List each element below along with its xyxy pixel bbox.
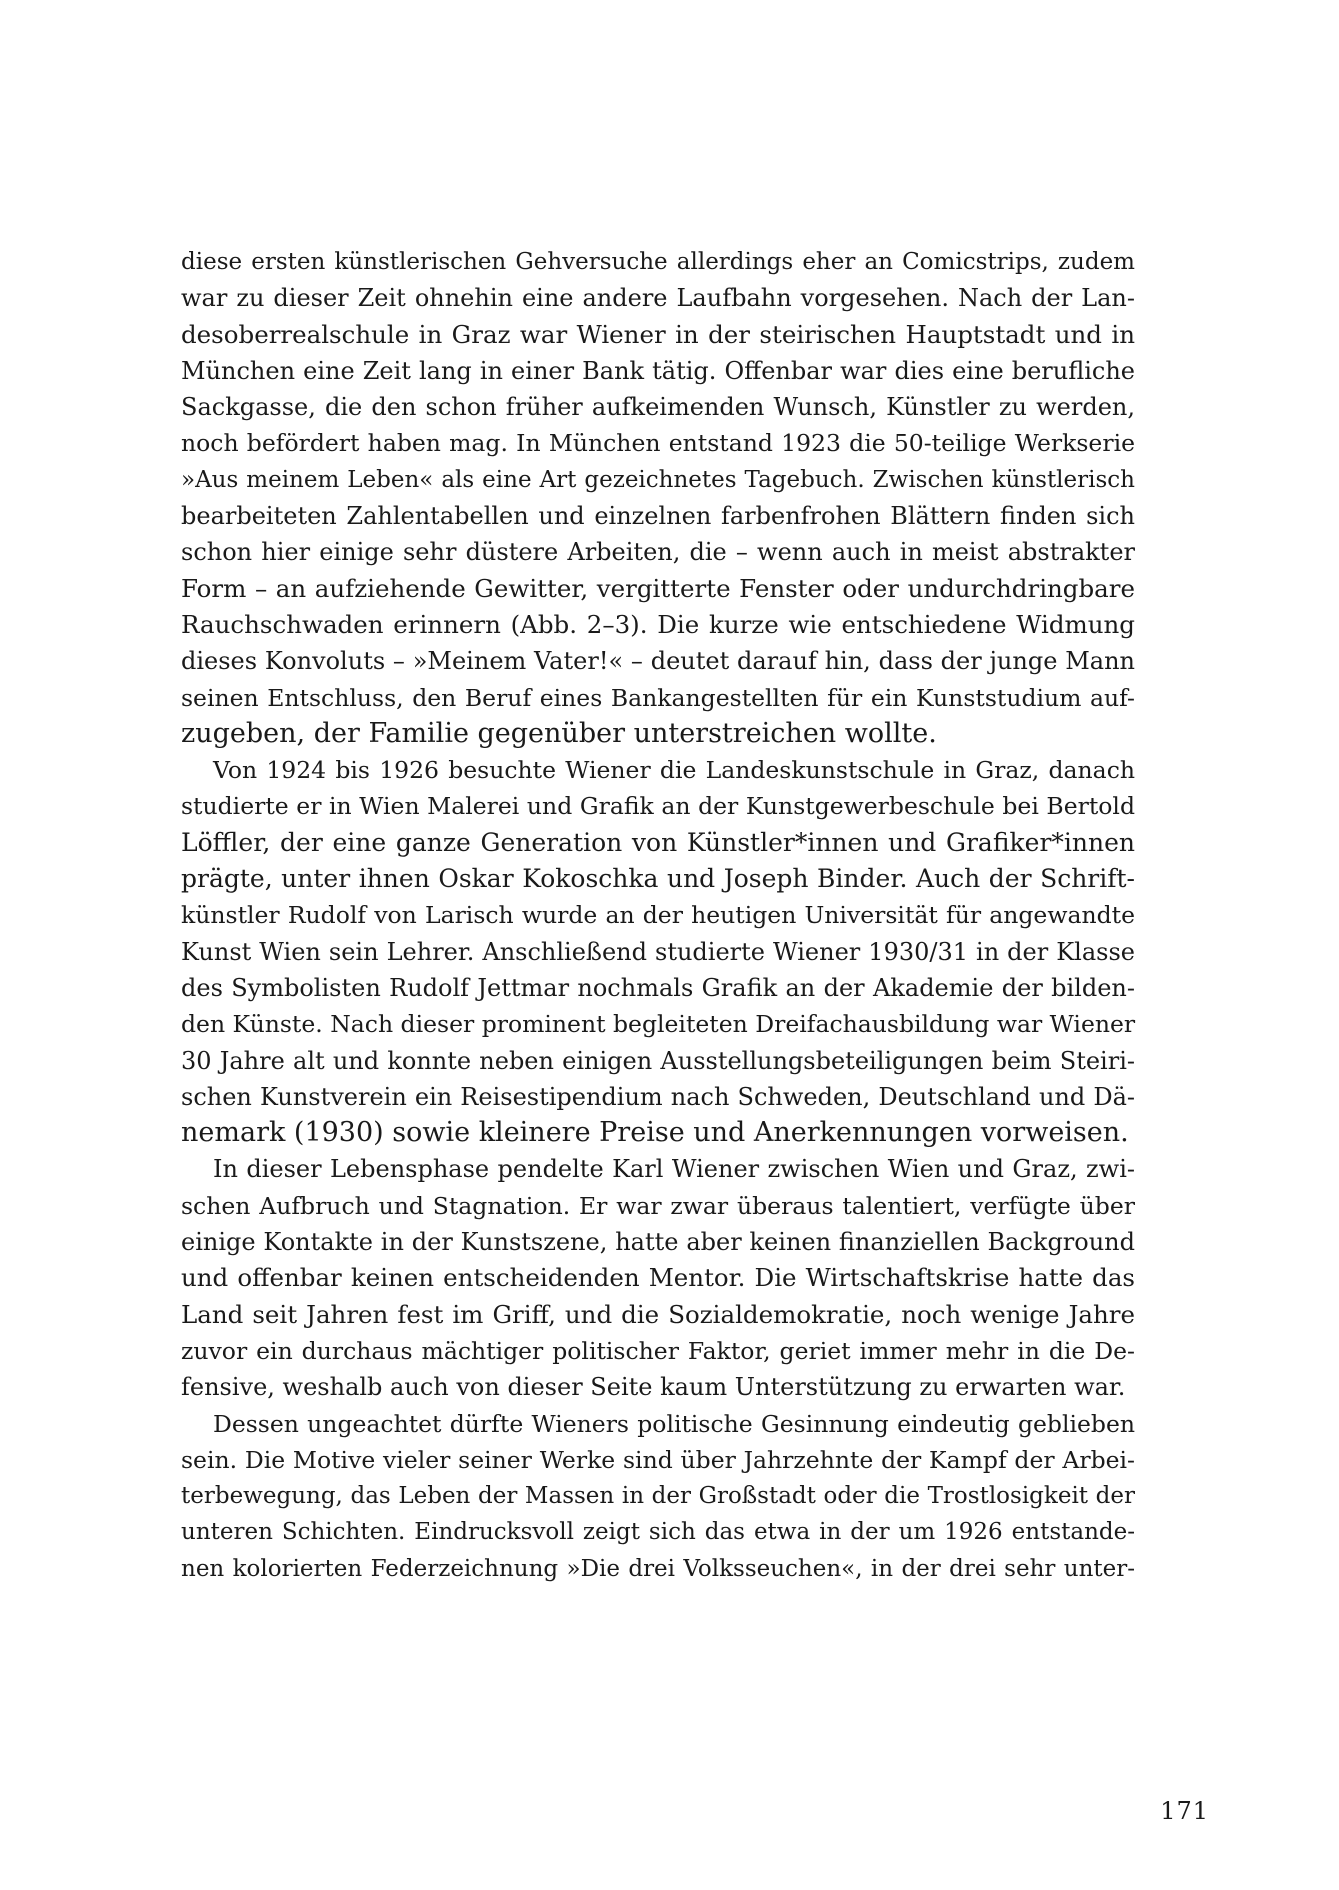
text-line: diese ersten künstlerischen Gehversuche allerdings eher an Comicstrips, zudem	[181, 249, 1135, 275]
text-line: schen Aufbruch und Stagnation. Er war zwar überaus talentiert, verfügte über	[181, 1191, 1135, 1220]
text-line: unteren Schichten. Eindrucksvoll zeigt sich das etwa in der um 1926 entstande-	[181, 1519, 1135, 1546]
text-line: künstler Rudolf von Larisch wurde an der heutigen Universität für angewandte	[181, 901, 1135, 930]
text-line: Form – an aufziehende Gewitter, vergitterte Fenster oder undurchdringbare	[181, 573, 1135, 603]
text-line: schen Kunstverein ein Reisestipendium nach Schweden, Deutschland und Dä-	[181, 1082, 1135, 1111]
text-line: dieses Konvoluts – »Meinem Vater!« – deutet darauf hin, dass der junge Mann	[181, 647, 1135, 676]
text-line: 30 Jahre alt und konnte neben einigen Ausstellungsbeteiligungen beim Steiri-	[181, 1046, 1135, 1075]
text-line: Rauchschwaden erinnern (Abb. 2–3). Die kurze wie entschiedene Widmung	[181, 609, 1135, 639]
text-line: nen kolorierten Federzeichnung »Die drei Volksseuchen«, in der drei sehr unter-	[181, 1555, 1135, 1582]
text-line: noch befördert haben mag. In München entstand 1923 die 50-teilige Werkserie	[181, 429, 1135, 458]
text-line: bearbeiteten Zahlentabellen und einzelnen farbenfrohen Blättern finden sich	[181, 502, 1135, 531]
text-line: desoberrealschule in Graz war Wiener in der steirischen Hauptstadt und in	[181, 319, 1135, 349]
body-text	[181, 244, 1135, 1587]
text-line: zugeben, der Familie gegenüber unterstreichen wollte.	[181, 717, 937, 749]
page-number: 171	[1160, 1797, 1209, 1825]
text-line: studierte er in Wien Malerei und Grafik an der Kunstgewerbeschule bei Bertold	[181, 792, 1135, 821]
text-line: zuvor ein durchaus mächtiger politischer Faktor, geriet immer mehr in die De-	[181, 1336, 1135, 1365]
text-line: In dieser Lebensphase pendelte Karl Wiener zwischen Wien und Graz, zwi-	[213, 1155, 1135, 1184]
text-line: Von 1924 bis 1926 besuchte Wiener die Landeskunstschule in Graz, danach	[213, 756, 1135, 785]
text-line: terbewegung, das Leben der Massen in der Großstadt oder die Trostlosigkeit der	[181, 1483, 1135, 1510]
text-line: fensive, weshalb auch von dieser Seite kaum Unterstützung zu erwarten war.	[181, 1373, 1126, 1402]
text-line: Kunst Wien sein Lehrer. Anschließend studierte Wiener 1930/31 in der Klasse	[181, 937, 1135, 966]
text-line: war zu dieser Zeit ohnehin eine andere Laufbahn vorgesehen. Nach der Lan-	[181, 284, 1135, 313]
text-line: einige Kontakte in der Kunstszene, hatte aber keinen finanziellen Background	[181, 1228, 1135, 1257]
text-line: Sackgasse, die den schon früher aufkeimenden Wunsch, Künstler zu werden,	[181, 393, 1135, 422]
text-line: schon hier einige sehr düstere Arbeiten, die – wenn auch in meist abstrakter	[181, 538, 1135, 567]
text-line: des Symbolisten Rudolf Jettmar nochmals Grafik an der Akademie der bilden-	[181, 973, 1135, 1002]
text-line: prägte, unter ihnen Oskar Kokoschka und Joseph Binder. Auch der Schrift-	[181, 864, 1135, 894]
text-line: nemark (1930) sowie kleinere Preise und Anerkennungen vorweisen.	[181, 1117, 1129, 1149]
text-line: sein. Die Motive vieler seiner Werke sind über Jahrzehnte der Kampf der Arbei-	[181, 1445, 1135, 1474]
text-line: Land seit Jahren fest im Griff, und die Sozialdemokratie, noch wenige Jahre	[181, 1299, 1135, 1329]
text-line: »Aus meinem Leben« als eine Art gezeichnetes Tagebuch. Zwischen künstlerisch	[181, 466, 1135, 493]
text-line: München eine Zeit lang in einer Bank tätig. Offenbar war dies eine berufliche	[181, 356, 1135, 385]
text-line: Dessen ungeachtet dürfte Wieners politische Gesinnung eindeutig geblieben	[213, 1409, 1135, 1438]
text-line: Löffler, der eine ganze Generation von Künstler*innen und Grafiker*innen	[181, 827, 1135, 857]
text-line: den Künste. Nach dieser prominent begleiteten Dreifachausbildung war Wiener	[181, 1010, 1136, 1039]
text-line: seinen Entschluss, den Beruf eines Bankangestellten für ein Kunststudium auf-	[181, 683, 1135, 712]
text-line: und offenbar keinen entscheidenden Mentor. Die Wirtschaftskrise hatte das	[181, 1263, 1135, 1293]
